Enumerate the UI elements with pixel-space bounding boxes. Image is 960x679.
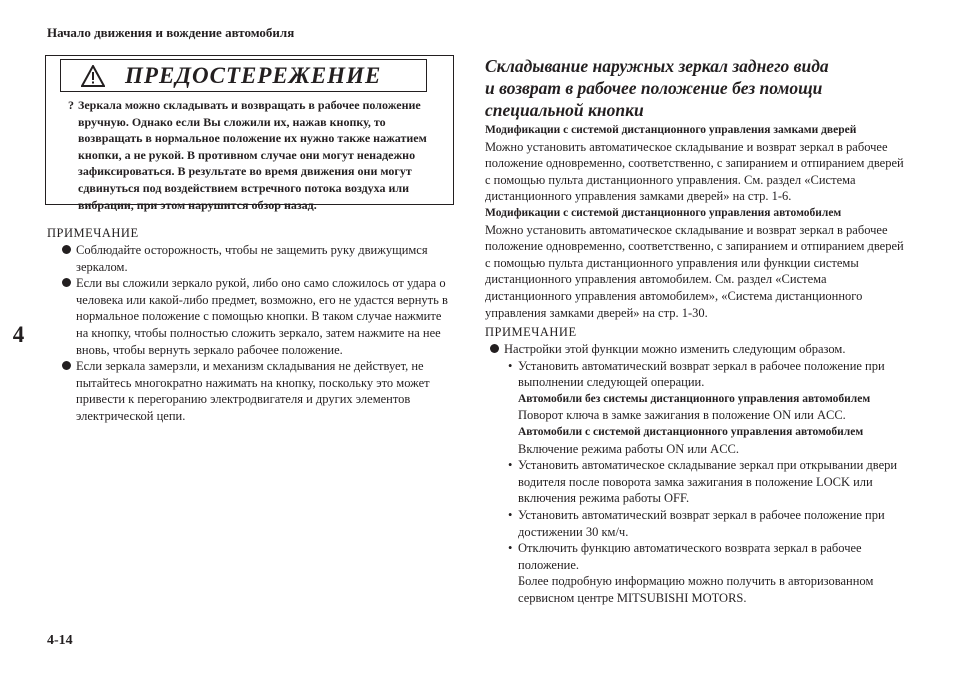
page-number: 4-14 xyxy=(47,633,73,648)
warning-marker: ? xyxy=(68,98,74,112)
section-body xyxy=(485,122,910,321)
right-note-intro: Настройки этой функции можно изменить следующим образом. xyxy=(491,341,909,358)
right-note-item-text: • Отключить функцию автоматического возврата зеркал в рабочее положение. xyxy=(518,541,862,572)
right-note-label: ПРИМЕЧАНИЕ xyxy=(485,325,577,339)
subheading-remote-door: Модификации с системой дистанционного управления замками дверей xyxy=(485,124,857,136)
right-note-item: • Установить автоматическое складывание зеркал при открывании двери водителя после поворота замка зажигания в положение LOCK или включения режима работы OFF. xyxy=(504,457,909,507)
chapter-tab: 4 xyxy=(12,322,25,347)
left-note-item: Если зеркала замерзли, и механизм складывания не действует, не пытайтесь многократно нажимать на кнопку, поскольку это может привести к перегоранию электродвигателя и других элементов электрической цепи. xyxy=(63,358,451,424)
right-note-subheading: Автомобили с системой дистанционного управления автомобилем xyxy=(518,425,864,438)
warning-title: ПРЕДОСТЕРЕЖЕНИЕ xyxy=(125,62,382,88)
section-title-line: специальной кнопки xyxy=(485,100,644,120)
right-note-item-text: • Установить автоматический возврат зеркал в рабочее положение при выполнении следующей операции. xyxy=(518,358,885,390)
paragraph-remote-door: Можно установить автоматическое складывание и возврат зеркал в рабочее положение одновременно, соответственно, с запиранием и отпиранием дверей с помощью пульта дистанционного управления. См. раздел «Система дистанционного управления замками дверей» на стр. 1-6. xyxy=(485,139,904,204)
right-note-subtext: Включение режима работы ON или ACC. xyxy=(518,441,739,456)
page-header: Начало движения и вождение автомобиля xyxy=(47,25,295,40)
right-note xyxy=(504,341,909,607)
section-title-line: и возврат в рабочее положение без помощи xyxy=(485,78,823,98)
warning-icon xyxy=(81,65,105,87)
warning-body: Зеркала можно складывать и возвращать в рабочее положение вручную. Однако если Вы сложили их, нажав кнопку, то возвращать в нормальное положение их нужно также нажатием кнопки, а не рукой. В противном случае они могут ненадежно зафиксироваться. В результате во время движения они могут сдвинуться под воздействием встречного потока воздуха или вибрации, при этом нарушится обзор назад. xyxy=(78,98,427,212)
right-note-item: • Установить автоматический возврат зеркал в рабочее положение при достижении 30 км/ч. xyxy=(504,507,909,540)
warning-header xyxy=(60,59,427,92)
paragraph-remote-vehicle: Можно установить автоматическое складывание и возврат зеркал в рабочее положение одновременно, соответственно, с запиранием и отпиранием дверей с помощью пульта дистанционного управления или функции системы дистанционного управления автомобилем. См. раздел «Система дистанционного управления автомобилем», «Система дистанционного управления замками дверей» на стр. 1-30. xyxy=(485,222,904,320)
right-note-item xyxy=(504,540,909,606)
section-title-line: Складывание наружных зеркал заднего вида xyxy=(485,56,829,76)
left-note-item: Соблюдайте осторожность, чтобы не защемить руку движущимся зеркалом. xyxy=(63,242,451,275)
subheading-remote-vehicle: Модификации с системой дистанционного управления автомобилем xyxy=(485,206,842,219)
left-note-item: Если вы сложили зеркало рукой, либо оно само сложилось от удара о человека или какой-либо предмет, возможно, его не удастся вернуть в нормальное положение с помощью кнопки. В таком случае нажмите на кнопку, чтобы полностью сложить зеркало, затем нажмите на нее вновь, чтобы вернуть зеркало рабочее положение. xyxy=(63,275,451,358)
right-note-subheading: Автомобили без системы дистанционного управления автомобилем xyxy=(518,392,871,405)
right-note-subtext: Поворот ключа в замке зажигания в положение ON или ACC. xyxy=(518,408,846,423)
left-note-label: ПРИМЕЧАНИЕ xyxy=(47,226,139,240)
right-note-subtext: Более подробную информацию можно получить в авторизованном сервисном центре MITSUBISHI MOTORS. xyxy=(518,574,874,605)
warning-text xyxy=(68,97,448,213)
right-note-item xyxy=(504,358,909,458)
left-note-list xyxy=(63,242,451,425)
warning-box xyxy=(45,55,454,212)
section-title xyxy=(485,55,905,121)
